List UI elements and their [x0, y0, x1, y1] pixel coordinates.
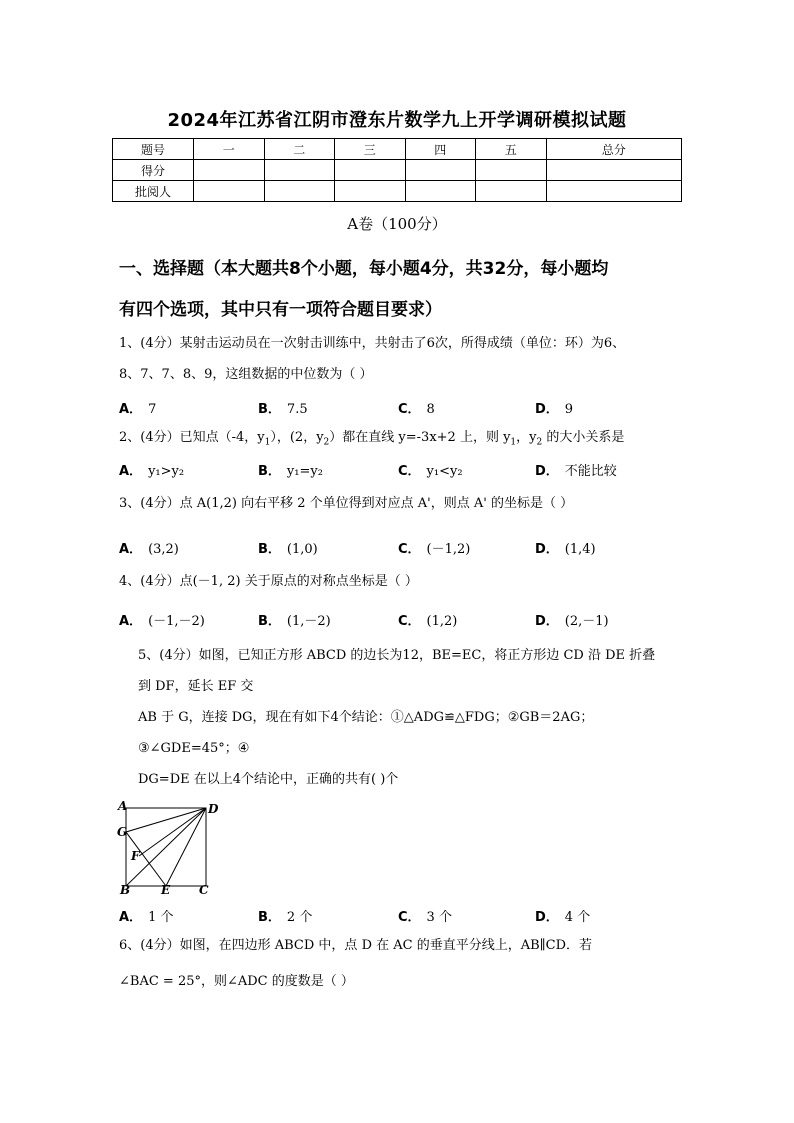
option-label: A．: [119, 910, 143, 925]
score-cell: [546, 160, 682, 181]
q6-stem-line2: ∠BAC = 25°，则∠ADC 的度数是（ ）: [119, 974, 354, 989]
score-cell: [476, 160, 547, 181]
option-text: y₁=y₂: [286, 464, 323, 479]
option-label: B．: [258, 542, 281, 557]
option-label: D．: [535, 910, 559, 925]
q2-subscript: 2: [323, 437, 330, 448]
option-label: A．: [119, 614, 143, 629]
score-table-row: [113, 160, 682, 181]
q4-options: [119, 610, 679, 628]
score-header-cell: 三: [335, 139, 406, 160]
option-label: C．: [398, 402, 421, 417]
option-label: D．: [535, 542, 559, 557]
option-label: B．: [258, 910, 281, 925]
q3-option-a[interactable]: [119, 538, 179, 557]
q1-stem-line2: 8、7、7、8、9，这组数据的中位数为（ ）: [119, 367, 373, 382]
option-text: (－1,2): [426, 542, 471, 557]
q5-option-a[interactable]: [119, 906, 173, 925]
score-cell: [194, 160, 265, 181]
option-label: C．: [398, 910, 421, 925]
q2-option-a[interactable]: [119, 460, 184, 479]
option-text: 7.5: [286, 402, 308, 417]
q2-stem-part: ）都在直线 y=-3x+2 上，则 y: [329, 430, 511, 445]
option-text: 8: [426, 402, 435, 417]
score-header-cell: 五: [476, 139, 547, 160]
exam-title: 2024年江苏省江阴市澄东片数学九上开学调研模拟试题: [167, 110, 627, 131]
q5-option-b[interactable]: [258, 906, 312, 925]
section-heading-line1: 一、选择题（本大题共8个小题，每小题4分，共32分，每小题均: [119, 259, 609, 279]
option-label: D．: [535, 464, 559, 479]
q1-stem-line1: 1、(4分）某射击运动员在一次射击训练中，共射击了6次，所得成绩（单位：环）为6、: [119, 336, 626, 351]
q2-option-c[interactable]: [398, 460, 463, 479]
q5-square-figure: [114, 798, 219, 897]
score-table-row: [113, 181, 682, 202]
option-text: 7: [148, 402, 157, 417]
option-text: 4 个: [564, 910, 591, 925]
paper-subtitle: A卷（100分）: [347, 215, 447, 233]
q4-option-b[interactable]: [258, 610, 331, 629]
q6-stem-line1: 6、(4分）如图，在四边形 ABCD 中，点 D 在 AC 的垂直平分线上，AB∥CD．若: [119, 938, 593, 953]
segment-df: [139, 808, 206, 856]
label-g: G: [117, 825, 128, 839]
q4-option-d[interactable]: [535, 610, 609, 629]
q5-stem-line3: AB 于 G，连接 DG，现在有如下4个结论：①△ADG≌△FDG；②GB＝2AG；: [138, 710, 594, 725]
q4-option-a[interactable]: [119, 610, 205, 629]
option-label: D．: [535, 614, 559, 629]
option-label: A．: [119, 402, 143, 417]
score-header-cell: 二: [264, 139, 335, 160]
option-label: B．: [258, 614, 281, 629]
option-label: C．: [398, 542, 421, 557]
option-label: D．: [535, 402, 559, 417]
q1-option-c[interactable]: [398, 398, 435, 417]
score-header-cell: 题号: [113, 139, 194, 160]
segment-de: [166, 808, 206, 886]
score-cell: [194, 181, 265, 202]
option-text: 1 个: [148, 910, 174, 925]
option-text: (1,2): [426, 614, 458, 629]
option-text: (3,2): [148, 542, 179, 557]
score-table: [112, 138, 682, 202]
q2-stem-part: 2、(4分）已知点（-4，y: [119, 430, 265, 445]
option-text: (1,0): [286, 542, 318, 557]
score-row-label: 得分: [113, 160, 194, 181]
score-cell: [476, 181, 547, 202]
q5-stem-line1: 5、(4分）如图，已知正方形 ABCD 的边长为12，BE=EC，将正方形边 CD 沿 DE 折叠: [138, 648, 656, 663]
q3-option-d[interactable]: [535, 538, 596, 557]
q5-stem-line5: DG=DE 在以上4个结论中，正确的共有( )个: [138, 772, 399, 787]
label-c: C: [199, 883, 209, 897]
option-text: (1,4): [564, 542, 596, 557]
q5-stem-line4: ③∠GDE=45°；④: [138, 741, 250, 756]
q2-subscript: 1: [264, 437, 271, 448]
q5-option-d[interactable]: [535, 906, 590, 925]
q5-option-c[interactable]: [398, 906, 452, 925]
option-text: y₁>y₂: [148, 464, 185, 479]
score-cell: [264, 160, 335, 181]
q3-option-c[interactable]: [398, 538, 470, 557]
option-text: 2 个: [286, 910, 313, 925]
option-label: A．: [119, 542, 143, 557]
q2-stem-part: 的大小关系是: [542, 430, 625, 445]
option-text: (2,－1): [564, 614, 609, 629]
score-table-header-row: [113, 139, 682, 160]
q1-option-b[interactable]: [258, 398, 308, 417]
score-cell: [405, 160, 476, 181]
score-row-label: 批阅人: [113, 181, 194, 202]
section-heading-line2: 有四个选项，其中只有一项符合题目要求）: [119, 300, 442, 320]
label-a: A: [118, 799, 128, 813]
option-label: B．: [258, 402, 281, 417]
q2-subscript: 1: [510, 437, 517, 448]
q2-stem: [119, 430, 679, 451]
q3-option-b[interactable]: [258, 538, 318, 557]
q1-options: [119, 398, 679, 416]
label-e: E: [161, 883, 171, 897]
q2-stem-part: ，y: [516, 430, 537, 445]
option-text: 不能比较: [564, 464, 617, 479]
q2-stem-part: ），(2，y: [270, 430, 324, 445]
q3-stem: 3、(4分）点 A(1,2) 向右平移 2 个单位得到对应点 A'，则点 A' 的坐标是（ ）: [119, 496, 574, 511]
q2-subscript: 2: [536, 437, 543, 448]
option-label: C．: [398, 464, 421, 479]
option-label: C．: [398, 614, 421, 629]
option-text: 3 个: [426, 910, 452, 925]
q4-option-c[interactable]: [398, 610, 457, 629]
q2-option-d[interactable]: [535, 460, 617, 479]
label-d: D: [208, 802, 219, 816]
option-text: (1,－2): [286, 614, 331, 629]
score-header-cell: 一: [194, 139, 265, 160]
score-header-cell: 四: [405, 139, 476, 160]
score-cell: [264, 181, 335, 202]
q1-option-d[interactable]: [535, 398, 573, 417]
q2-options: [119, 460, 679, 478]
option-label: A．: [119, 464, 143, 479]
score-header-cell: 总分: [546, 139, 682, 160]
q3-options: [119, 538, 679, 556]
q4-stem: 4、(4分）点(－1, 2) 关于原点的对称点坐标是（ ）: [119, 574, 418, 589]
option-text: 9: [564, 402, 574, 417]
score-cell: [546, 181, 682, 202]
score-cell: [335, 181, 406, 202]
option-label: B．: [258, 464, 281, 479]
label-b: B: [120, 883, 131, 897]
q5-options: [119, 906, 679, 924]
label-f: F: [131, 849, 140, 863]
score-cell: [335, 160, 406, 181]
q5-stem-line2: 到 DF，延长 EF 交: [138, 679, 254, 694]
option-text: (－1,－2): [148, 614, 205, 629]
option-text: y₁<y₂: [426, 464, 463, 479]
q2-option-b[interactable]: [258, 460, 323, 479]
q1-option-a[interactable]: [119, 398, 156, 417]
score-cell: [405, 181, 476, 202]
